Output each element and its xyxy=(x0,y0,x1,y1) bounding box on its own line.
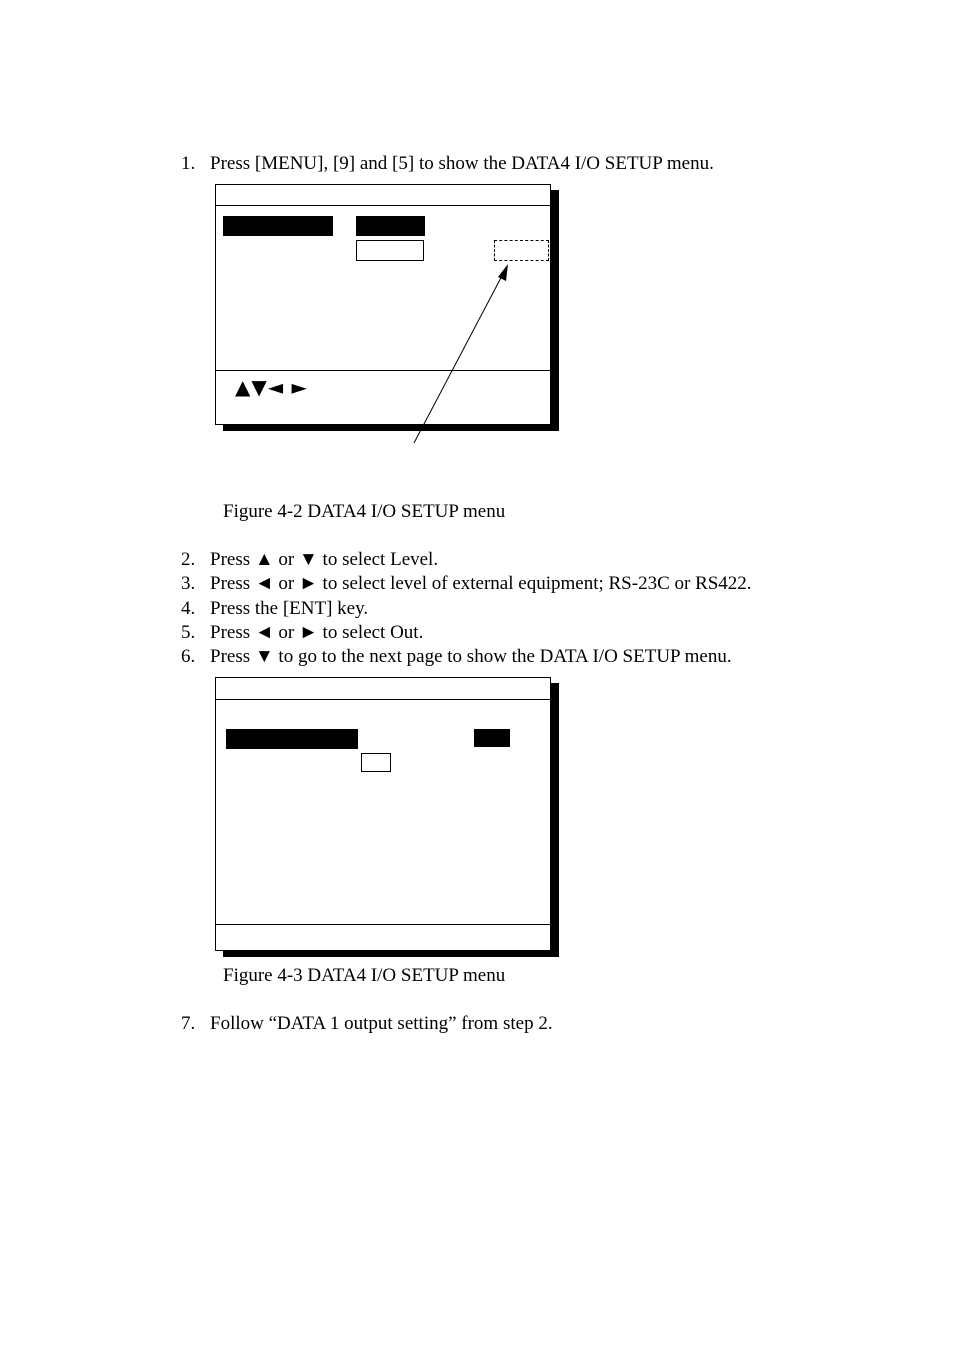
highlighted-option[interactable] xyxy=(474,729,510,747)
title-bar-divider xyxy=(216,205,550,206)
highlighted-option[interactable] xyxy=(356,216,425,236)
step-text: Press ▼ to go to the next page to show the DATA I/O SETUP menu. xyxy=(210,646,732,667)
data4-io-setup-screen-2 xyxy=(215,677,551,951)
figure-caption-4-3: Figure 4-3 DATA4 I/O SETUP menu xyxy=(223,965,506,986)
step-number: 1. xyxy=(181,153,196,174)
step-text: Press ▲ or ▼ to select Level. xyxy=(210,549,439,570)
data4-io-setup-screen-1 xyxy=(215,184,551,425)
step-text: Follow “DATA 1 output setting” from step 2. xyxy=(210,1013,553,1034)
arrow-keys-icon: ▲▼◄ ► xyxy=(235,375,308,399)
title-bar-divider xyxy=(216,699,550,700)
option-box[interactable] xyxy=(356,240,424,261)
step-text: Press ◄ or ► to select Out. xyxy=(210,622,424,643)
footer-divider xyxy=(216,924,550,925)
step-number: 5. xyxy=(181,622,196,643)
step-text: Press ◄ or ► to select level of external equipment; RS-23C or RS422. xyxy=(210,573,752,594)
step-number: 2. xyxy=(181,549,196,570)
footer-divider xyxy=(216,370,550,371)
highlighted-menu-item[interactable] xyxy=(223,216,333,236)
figure-caption-4-2: Figure 4-2 DATA4 I/O SETUP menu xyxy=(223,501,506,522)
highlighted-menu-item[interactable] xyxy=(226,729,358,749)
step-number: 7. xyxy=(181,1013,196,1034)
step-text: Press the [ENT] key. xyxy=(210,598,369,619)
step-text: Press [MENU], [9] and [5] to show the DATA4 I/O SETUP menu. xyxy=(210,153,714,174)
step-number: 4. xyxy=(181,598,196,619)
callout-target-box xyxy=(494,240,549,261)
step-number: 3. xyxy=(181,573,196,594)
step-number: 6. xyxy=(181,646,196,667)
option-box[interactable] xyxy=(361,753,391,772)
